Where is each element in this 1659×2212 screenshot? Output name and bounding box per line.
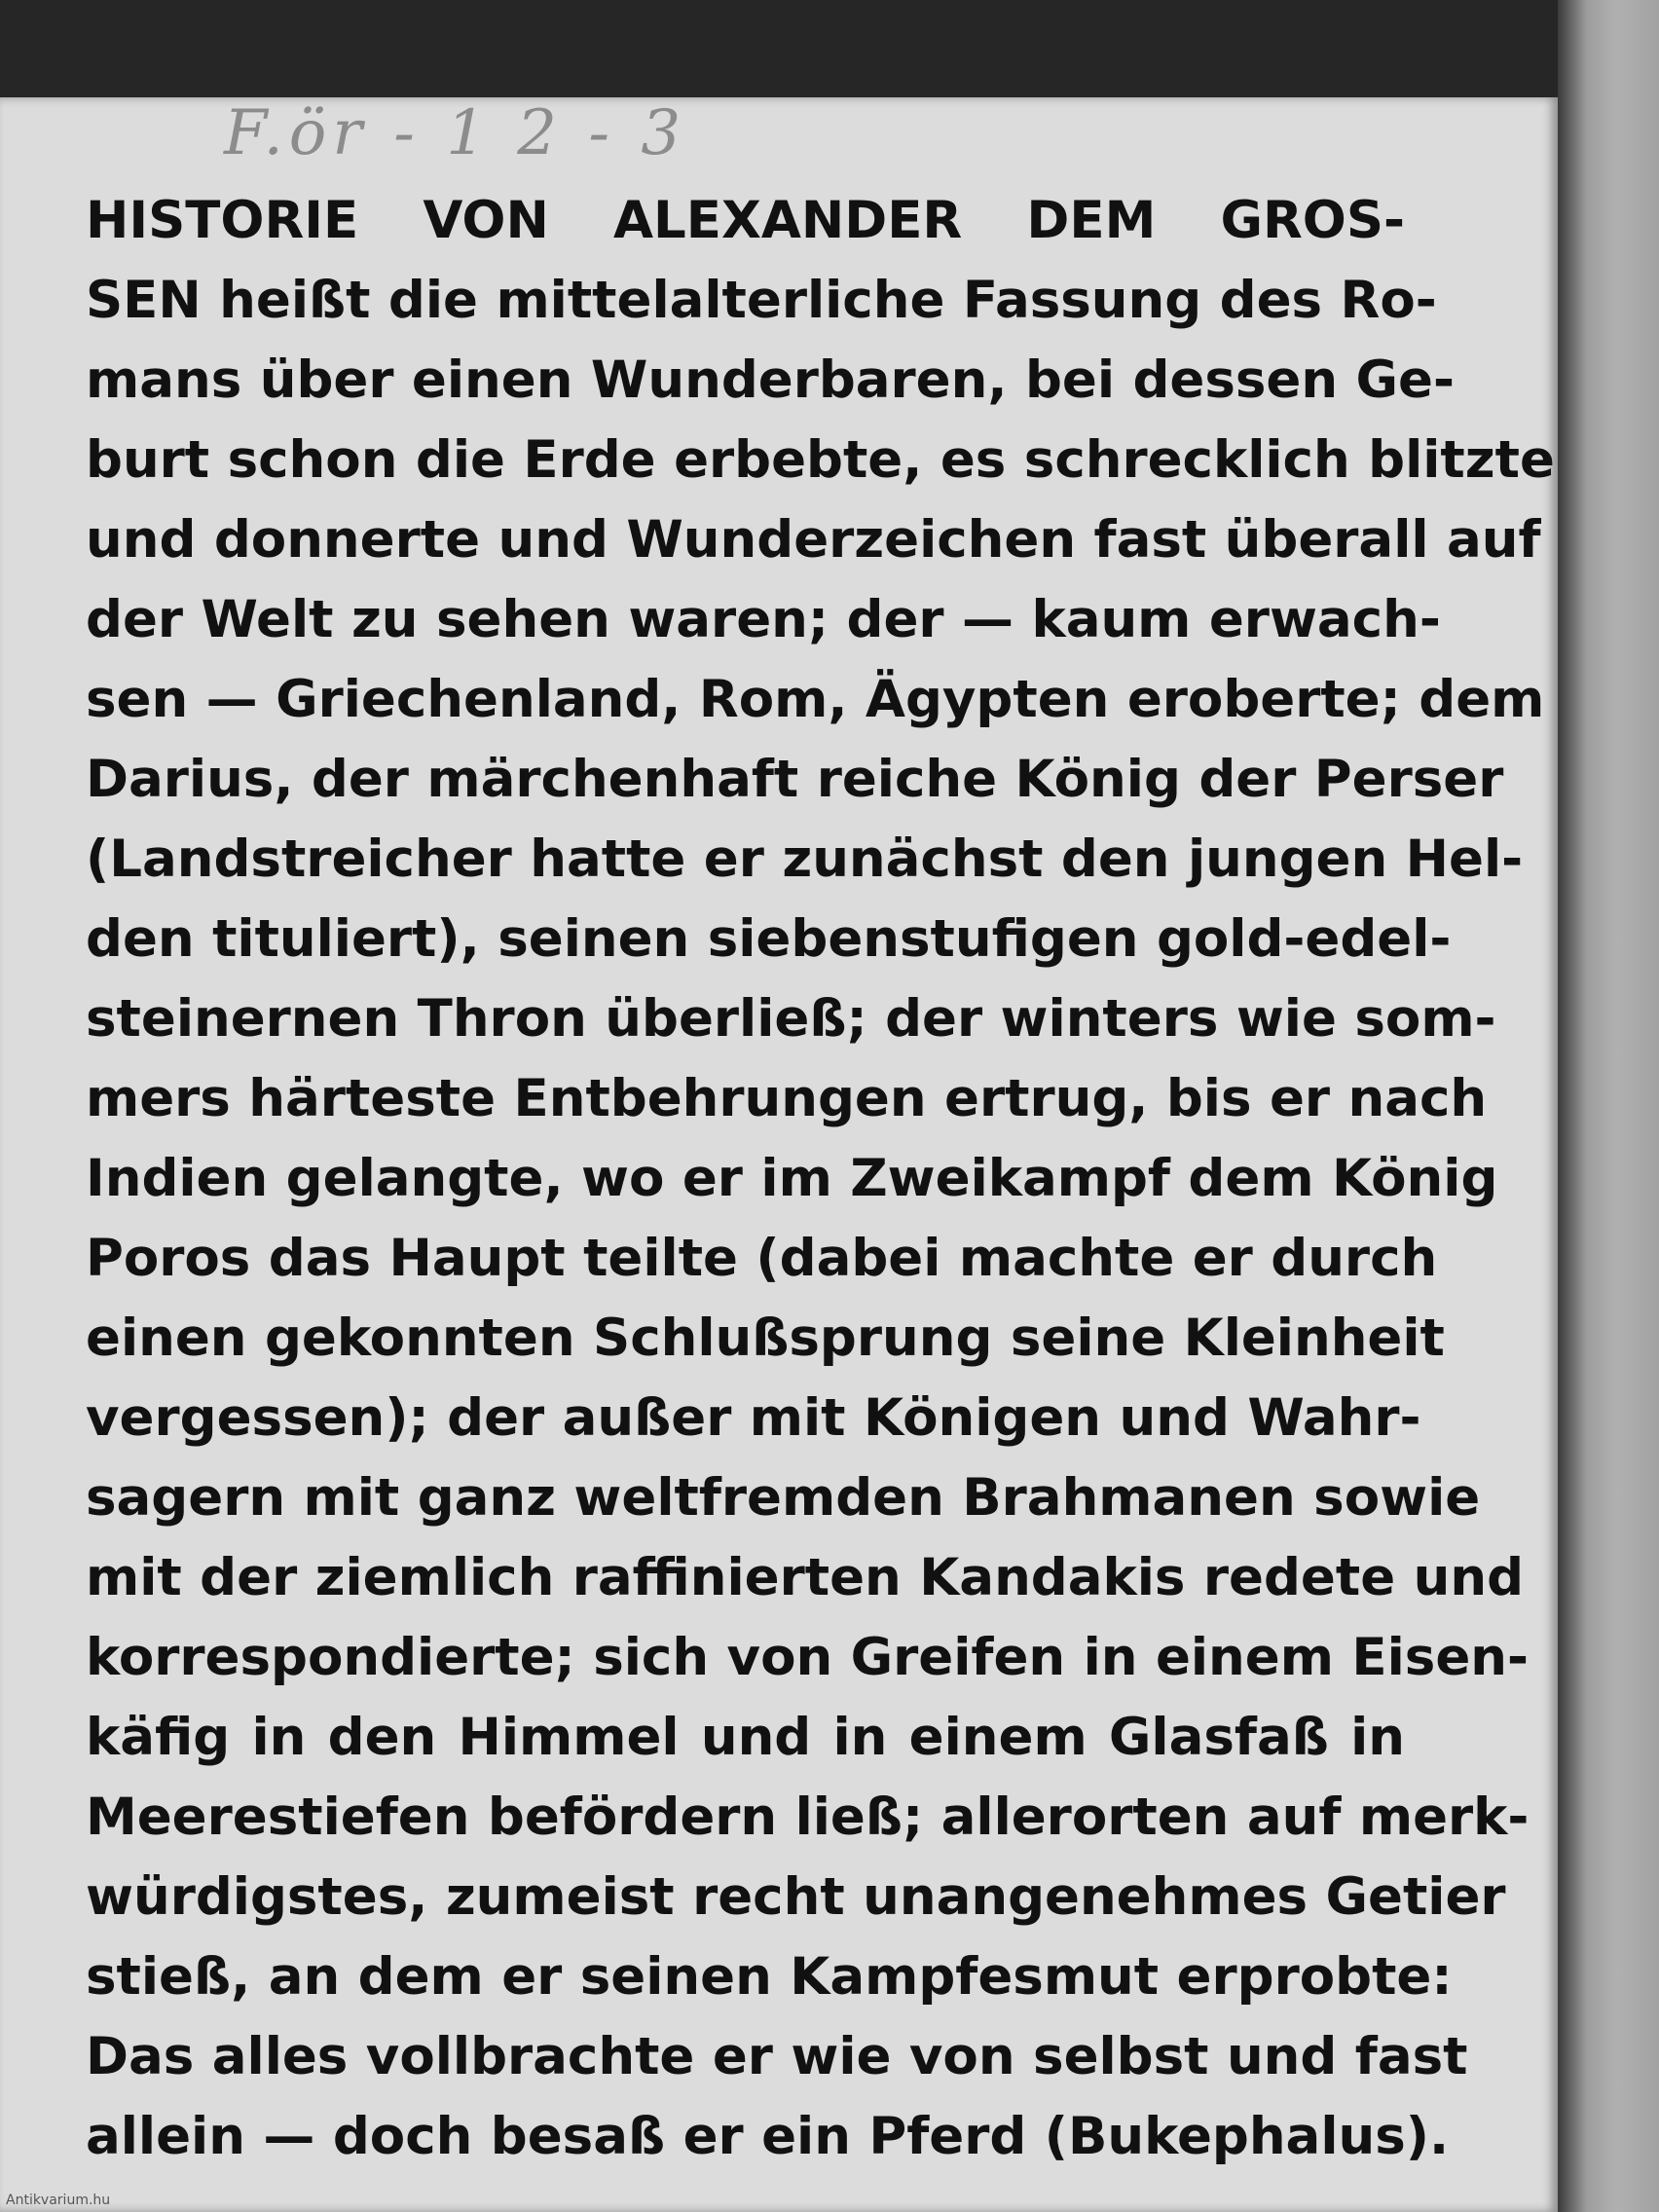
text-line: käfig in den Himmel und in einem Glasfaß in: [86, 1708, 1405, 1767]
text-line: sagern mit ganz weltfremden Brahmanen sowie: [86, 1468, 1481, 1528]
cover-band: [0, 0, 1567, 97]
text-line: Meerestiefen befördern ließ; allerorten auf merk-: [86, 1788, 1530, 1847]
text-line: mans über einen Wunderbaren, bei dessen Ge-: [86, 350, 1456, 410]
text-line: burt schon die Erde erbebte, es schrecklich blitzte: [86, 430, 1555, 490]
text-line: HISTORIE VON ALEXANDER DEM GROS-: [86, 191, 1405, 250]
text-line: stieß, an dem er seinen Kampfesmut erprobte:: [86, 1947, 1453, 2007]
text-line: Darius, der märchenhaft reiche König der Perser: [86, 750, 1504, 809]
text-line: den tituliert), seinen siebenstufigen gold-edel-: [86, 909, 1452, 969]
text-line: (Landstreicher hatte er zunächst den jungen Hel-: [86, 830, 1524, 889]
text-line: sen — Griechenland, Rom, Ägypten eroberte; dem: [86, 670, 1545, 729]
handwritten-shelfmark: F.ör - 1 2 - 3: [224, 97, 687, 169]
text-line: SEN heißt die mittelalterliche Fassung des Ro-: [86, 271, 1437, 330]
watermark: Antikvarium.hu: [6, 2193, 111, 2208]
text-line: würdigstes, zumeist recht unangenehmes Getier: [86, 1867, 1506, 1927]
text-line: der Welt zu sehen waren; der — kaum erwach-: [86, 590, 1441, 649]
text-line: Poros das Haupt teilte (dabei machte er durch: [86, 1229, 1438, 1288]
text-line: vergessen); der außer mit Königen und Wahr-: [86, 1388, 1421, 1448]
book-edge: [1558, 0, 1659, 2212]
text-line: allein — doch besaß er ein Pferd (Bukephalus).: [86, 2107, 1450, 2166]
text-line: Indien gelangte, wo er im Zweikampf dem König: [86, 1149, 1498, 1208]
text-line: steinernen Thron überließ; der winters wie som-: [86, 989, 1496, 1049]
text-line: und donnerte und Wunderzeichen fast überall auf: [86, 510, 1541, 570]
text-line: mit der ziemlich raffinierten Kandakis redete und: [86, 1548, 1525, 1607]
text-line: einen gekonnten Schlußsprung seine Kleinheit: [86, 1309, 1445, 1368]
text-line: mers härteste Entbehrungen ertrug, bis er nach: [86, 1069, 1488, 1128]
text-line: korrespondierte; sich von Greifen in einem Eisen-: [86, 1628, 1530, 1687]
blurb-text: [86, 181, 1555, 2177]
text-line: Das alles vollbrachte er wie von selbst und fast: [86, 2027, 1468, 2086]
